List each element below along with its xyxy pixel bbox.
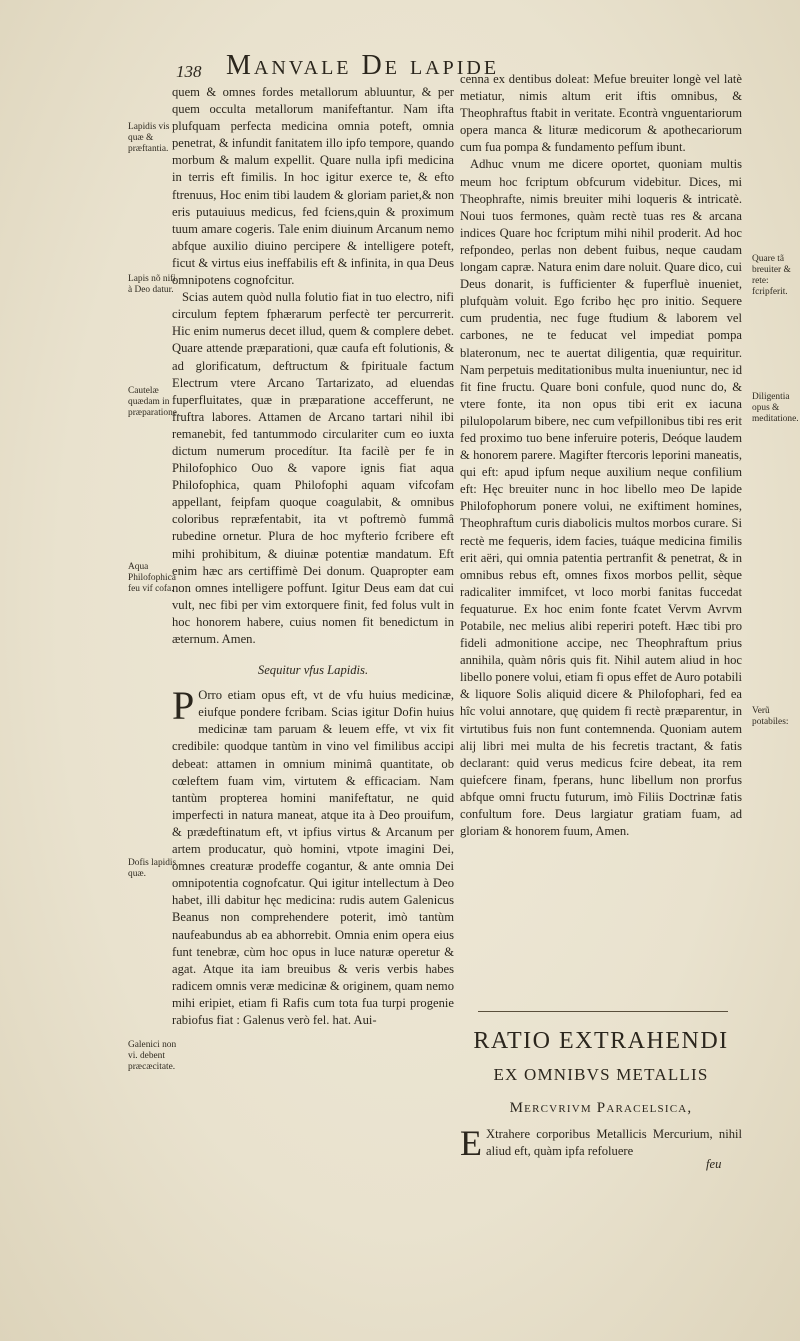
- left-text-column: [172, 84, 454, 1029]
- chapter-opening-text: Xtrahere corporibus Metallicis Mercurium, nihil aliud eft, quàm ipfa refoluere: [486, 1127, 742, 1159]
- catchword: feu: [706, 1157, 722, 1171]
- chapter-opening-paragraph: [460, 1123, 742, 1163]
- chapter-subheading-2: Mercvrivm Paracelsica,: [509, 1100, 693, 1116]
- margin-note-left: Aqua Philofophica feu vif cofa.: [128, 562, 176, 594]
- dropcap-letter: E: [460, 1123, 482, 1163]
- margin-note-right: Quare tã breuiter & rete: fcripferit.: [752, 254, 791, 297]
- margin-note-left: Dofis lapidis quæ.: [128, 858, 177, 879]
- running-title: Manvale De lapide: [226, 50, 500, 81]
- margin-note-right: Verũ potabiles:: [752, 706, 789, 727]
- right-text-column: [460, 71, 742, 840]
- body-paragraph: cenna ex dentibus doleat: Mefue breuiter longè vel latè metiatur, nimis altum erit iftis omnibus, & Theophraftus ftabit in veritate. Econtrà vnguentariorum opera manca & lituræ medicorum & apothecariorum cum fua pompa & fundamento pefſum ibunt.: [460, 72, 742, 155]
- body-paragraph: quem & omnes fordes metallorum abluuntur, & per quem occulta metallorum manifeftantur. Nam ifta plufquam perfecta medicina omnia poteft, omnia penetrat, & infundit fanitatem illo ipfo tempore, quando morbum & malum expellit. Quare nulla ipfi medicina in terris eft fimilis. In hoc igitur exerce te, & efto ftrenuus, Hoc enim tibi laudem & gloriam pariet,& non eris putauiuus medicus, fed fciens,quin & proximum tuum amare cogeris. Tale enim diuinum Arcanum nemo abfque auxilio diuino percipere & intelligere poteft, ficut & virtus eius ineffabilis eft & infinita, in qua Deus omnipotens cognofcitur.: [172, 85, 454, 288]
- margin-note-left: Lapidis vis quæ & præftantia.: [128, 122, 170, 154]
- body-paragraph: Scias autem quòd nulla folutio fiat in tuo electro, nifi circulum feptem fphærarum perfectè ter percurrerit. Hic enim numerus decet illud, quem & complere debet. Quare attende præparationi, quæ caufa eft folutionis, & ad glorificatum, deftructum & fpirituale factum Electrum vtere Arcano Tartarizato, ad eluendas fuperfluitates, quæ in præparatione accefferunt, ne fruftra labores. Attamen de Arcano tartari nihil ibi remanebit, fed tantummodo circulariter cum eo iuxta dictum numerum procedítur. Ita facilè per fe in Philofophico Ouo & vapore ignis fiat aqua Philofophica, quam Philofophi aquam vifcofam appellant, feipfam quoque coagulabit, & omnibus coloribus repræfentabit, ita vt poftremò fummâ rubedine ornetur. Plura de hoc myfterio fcribere eft mihi prohibitum, & diuinæ potentiæ mandatum. Eft enim hæc ars certiffimè Dei donum. Quapropter eam non omnes intelligere poffunt. Igitur Deus eam dat cui vult, nec fibi per vim extorquere finit, fed folus vult in hoc honorem habere, cuius nomen fit benedictum in æternum. Amen.: [172, 290, 454, 646]
- section-heading: Sequitur vfus Lapidis.: [257, 663, 369, 678]
- page-number: 138: [176, 62, 202, 81]
- margin-note-left: Galenici non vi. debent præcæcitate.: [128, 1040, 177, 1072]
- body-paragraph: Adhuc vnum me dicere oportet, quoniam multis meum hoc fcriptum obfcurum videbitur. Dices, mi Theophrafte, nimis breuiter mihi loqueris & intricatè. Noui tuos fermones, quàm rectè tuas res & arcana indices Quare hoc fcriptum mihi nihil proderit. Ad hoc refpondeo, perlas non debent fuibus, neque caudam longam capræ. Natura enim dare noluit. Quare dico, cui Deus donarit, is fufficienter & fuperfluè inueniet, plufquàm voluit. Ego fcribo hęc pro initio. Sequere cum prudentia, nec fuge ftudium & laborem vel carbones, ne te feducat vel impediat pompa blateronum, nec te auertat diligentia, quæ requiritur. Nam perpetuis meditationibus multa inueniuntur, nec id fit fine fructu. Quare boni confule, quod nunc do, & vtere fonte, ita non opus tibi erit ex iacuna pilulopolarum bibere, nec cum vefpillonibus tibi res erit fed proximo tuo bene inferuire poteris, Deóque laudem & honorem parere. Magifter ftercoris leporini maneatis, qui eft: apud ipfum neque auxilium neque confilium eft: Hęc breuiter nunc in hoc libello meo De lapide Philofophorum ponere volui, ne exiftiment homines, Theophraftum curis diabolicis multos morbos curare. Si rectè me fequeris, idem facies, tuáque medicina fimilis erit aëri, qui omnia patentia pertranfit & penetrat, & in omnibus rebus eft, omnes fixos morbos pellit, sèque radicaliter immifcet, vt loco morbi fanitas fuccedat fequaturue. Ex hoc enim fonte fcatet Vervm Avrvm Potabile, nec melius alibi reperiri poteft. Hæc tibi pro fideli admonitione accipe, nec Theophraftum prius annihila, quàm nôris quis fit. Nihil autem aliud in hoc libello ponere volui, etiam fi opus effet de Auro potabili & liquore Solis aliquid dicere & Philofophari, fed ea hîc volui annotare, quę quidem fi rectè præparentur, in virtutibus fuis non funt contemnenda. Quoniam autem alij libri mei multa de his fecretis tractant, & fatis declarant: quid verus medicus fcire debeat, ita rem quiefcere finam, fperans, hunc libellum non prorfus abfque omni fructu futurum, imò Filiis Doctrinæ fatis confultum fore. Deus largiatur gratiam fuam, ad gloriam & honorem fuum, Amen.: [460, 157, 742, 839]
- margin-note-left: Lapis nõ nifi à Deo datur.: [128, 274, 176, 295]
- margin-note-right: Diligentia opus & meditatione.: [752, 392, 799, 424]
- dropcap-letter: P: [172, 683, 195, 729]
- heading-rule: [478, 1011, 728, 1012]
- chapter-heading: RATIO EXTRAHENDI: [473, 1028, 729, 1054]
- margin-note-left: Cautelæ quædam in præparatione.: [128, 386, 180, 418]
- dropcap-paragraph-text: Orro etiam opus eft, vt de vfu huius medicinæ, eiufque pondere fcribam. Scias igitur Dofin huius medicinæ tam paruam & leuem effe, vt vix fit credibile: quodque tantùm in vino vel fimilibus accipi debeat: attamen in omnium minimâ quantitate, ob cœleftem fuam vim, virtutem & efficaciam. Nam tantùm propterea homini manifeftatur, ne quid imperfecti in natura maneat, atque ita à Deo prouifum, & prædeftinatum eft, vt ipfius virtus & Arcanum per artem producatur, quò homini, vtpote imagini Dei, omnes creaturæ prodeffe cogantur, & ante omnia Dei omnipotentia cognofcatur. Qui igitur intellectum à Deo habet, illi dabitur hęc medicina: rudis autem Galenicus Beanus non comprehendere poterit, imò tantùm naufeabundus ab ea abhorrebit. Omnia enim opera eius funt tenebræ, cùm hoc opus in luce naturæ operetur & agat. Atque ita iam breuibus & veris verbis habes radicem omnis veræ medicinæ & originem, quam nemo mihi eripiet, etiam fi Rafis cum tota fua turpi progenie rabiofus fiat : Galenus verò fel. hat. Aui-: [172, 688, 454, 1027]
- chapter-subheading: EX OMNIBVS METALLIS: [493, 1065, 709, 1084]
- dropcap-paragraph: [172, 683, 454, 1029]
